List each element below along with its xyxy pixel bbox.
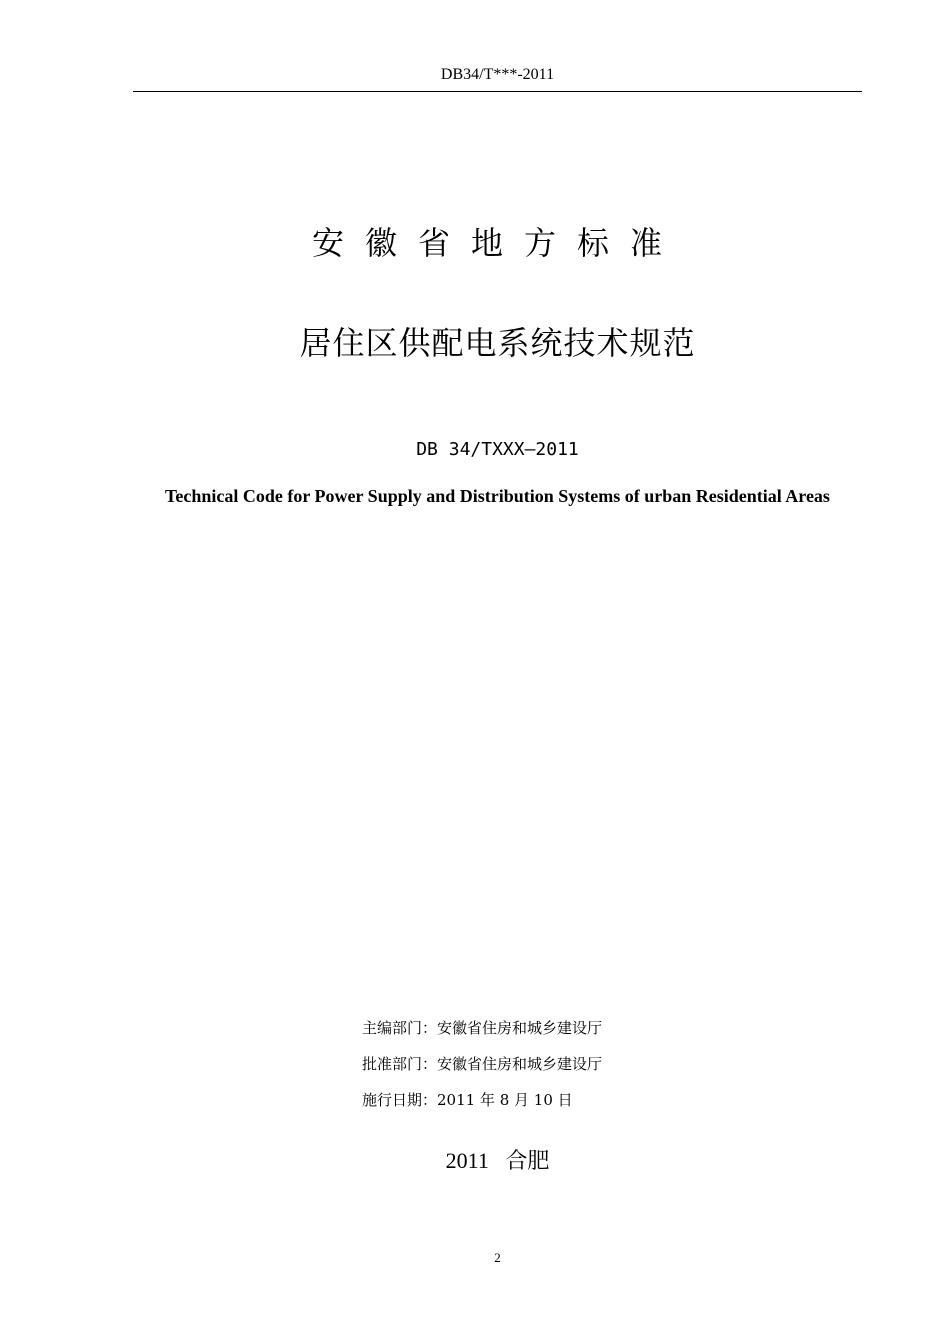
document-title-en: Technical Code for Power Supply and Distribution Systems of urban Residential Areas: [165, 486, 830, 506]
standard-category: 安徽省地方标准: [311, 224, 683, 262]
page-number: 2: [494, 1250, 501, 1265]
standard-number: DB 34/TXXX—2011: [416, 439, 579, 460]
publication-info: [362, 1010, 602, 1118]
publication-year-place: 2011 合肥: [445, 1148, 550, 1173]
approval-department: 批准部门：安徽省住房和城乡建设厅: [362, 1055, 603, 1073]
header-rule: [133, 91, 862, 92]
document-title-cn: 居住区供配电系统技术规范: [299, 324, 696, 362]
effective-date: 施行日期：2011 年 8 月 10 日: [362, 1091, 573, 1109]
running-header-code: DB34/T***-2011: [440, 66, 555, 83]
editor-department: 主编部门：安徽省住房和城乡建设厅: [362, 1019, 603, 1037]
